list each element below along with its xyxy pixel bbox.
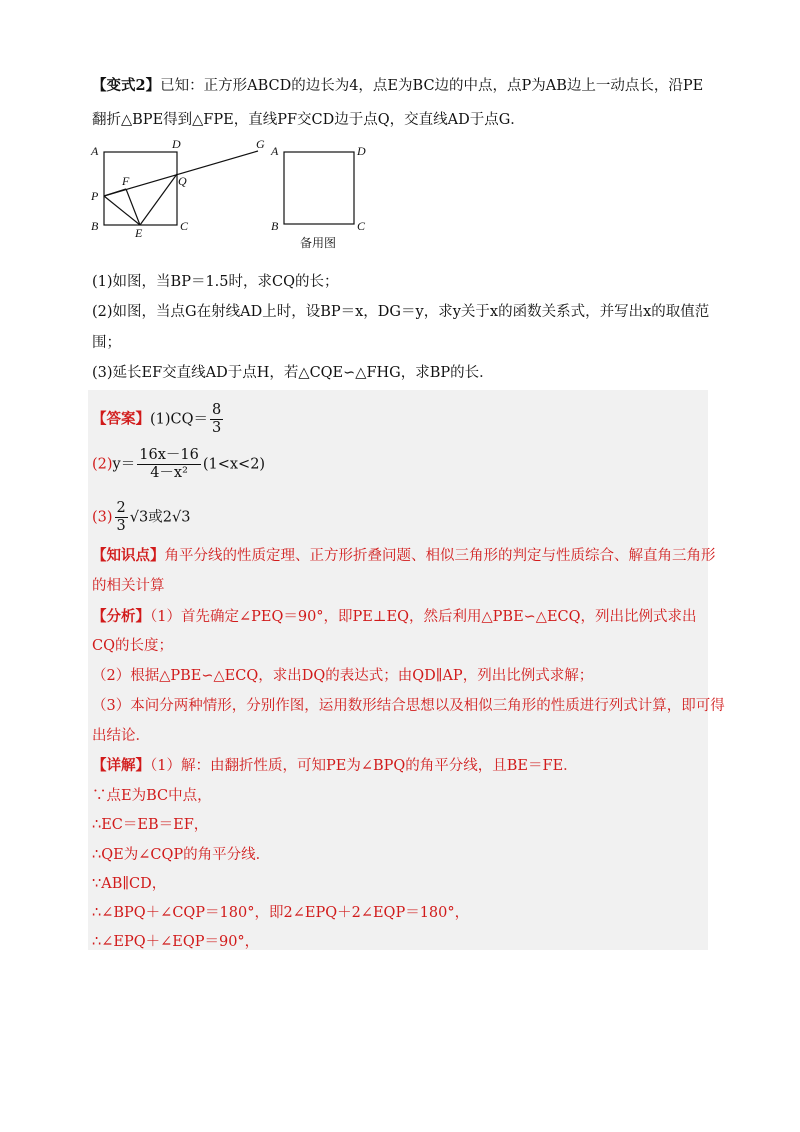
answer-2-fraction: $\frac{16x-16}{\text{4－x²}}$	[139, 447, 199, 481]
spare-label-d: D	[357, 144, 366, 158]
label-c: C	[180, 219, 189, 233]
problem-tag: 【变式2】	[92, 77, 161, 94]
detail-tag: 【详解】	[92, 757, 150, 774]
spare-square	[284, 152, 354, 224]
problem-line-2: 翻折△BPE得到△FPE，直线PF交CD边于点Q，交直线AD于点G．	[92, 112, 525, 128]
spare-label-c: C	[357, 219, 366, 233]
spare-label-a: A	[271, 144, 279, 158]
detail-line-2: ∵点E为BC中点，	[92, 788, 212, 804]
question-1: (1)如图，当BP＝1.5时，求CQ的长；	[92, 274, 339, 290]
spare-caption: 备用图	[300, 236, 337, 250]
detail-line-5: ∵AB∥CD，	[92, 876, 167, 892]
analysis-line-2: CQ的长度；	[92, 638, 173, 654]
label-a: A	[91, 144, 99, 158]
label-p: P	[91, 189, 99, 203]
question-2a: (2)如图，当点G在射线AD上时，设BP＝x，DG＝y，求y关于x的函数关系式，并写出x的取值范	[92, 304, 710, 320]
label-e: E	[135, 226, 143, 238]
answer-3-prefix: (3)	[92, 509, 113, 526]
problem-line-1	[92, 76, 703, 96]
answer-3-rest: √3或2√3	[129, 509, 191, 526]
detail-line-7: ∴∠EPQ＋∠EQP＝90°，	[92, 934, 260, 950]
label-g: G	[256, 138, 265, 151]
answer-2-range: (1<x<2)	[202, 456, 266, 473]
problem-text-1: 已知：正方形ABCD的边长为4，点E为BC边的中点，点P为AB边上一动点长，沿PE	[160, 78, 704, 94]
spare-label-b: B	[271, 219, 279, 233]
detail-line-3: ∴EC＝EB＝EF，	[92, 817, 209, 833]
main-figure	[88, 138, 288, 238]
line-pf	[104, 189, 126, 196]
analysis-tag: 【分析】	[92, 608, 150, 625]
line-qe	[140, 174, 177, 225]
question-3: (3)延长EF交直线AD于点H，若△CQE∽△FHG，求BP的长．	[92, 365, 494, 381]
detail-line-4: ∴QE为∠CQP的角平分线．	[92, 847, 271, 863]
answer-1-prefix: (1)CQ＝	[150, 411, 209, 428]
answer-3-fraction: $\frac{2}{3}$	[116, 500, 126, 534]
analysis-line-4: （3）本问分两种情形，分别作图，运用数形结合思想以及相似三角形的性质进行列式计算，即可得	[92, 698, 725, 714]
knowledge-tag: 【知识点】	[92, 547, 165, 564]
label-d: D	[172, 138, 181, 151]
label-q: Q	[178, 174, 187, 188]
answer-line-1	[92, 402, 225, 437]
analysis-line-1: 【分析】（1）首先确定∠PEQ＝90°，即PE⊥EQ，然后利用△PBE∽△ECQ，列出比例式求出	[92, 608, 697, 625]
answer-line-2	[92, 447, 265, 482]
label-b: B	[91, 219, 99, 233]
label-f: F	[122, 174, 130, 188]
analysis-line-3: （2）根据△PBE∽△ECQ，求出DQ的表达式；由QD∥AP，列出比例式求解；	[92, 668, 594, 684]
answer-2-lhs: y＝	[112, 456, 136, 473]
knowledge-line-1: 【知识点】角平分线的性质定理、正方形折叠问题、相似三角形的判定与性质综合、解直角三角形	[92, 547, 716, 564]
answer-2-prefix: (2)	[92, 456, 113, 473]
analysis-line-5: 出结论．	[92, 728, 150, 744]
answer-1-fraction: $\frac{8}{3}$	[212, 402, 222, 436]
answer-line-3	[92, 500, 190, 535]
question-2b: 围；	[92, 335, 121, 351]
detail-line-1: 【详解】（1）解：由翻折性质，可知PE为∠BPQ的角平分线，且BE＝FE．	[92, 757, 578, 774]
detail-line-6: ∴∠BPQ＋∠CQP＝180°，即2∠EPQ＋2∠EQP＝180°，	[92, 905, 470, 921]
knowledge-line-2: 的相关计算	[92, 578, 165, 594]
answer-tag: 【答案】	[92, 410, 150, 428]
spare-figure	[268, 138, 388, 256]
